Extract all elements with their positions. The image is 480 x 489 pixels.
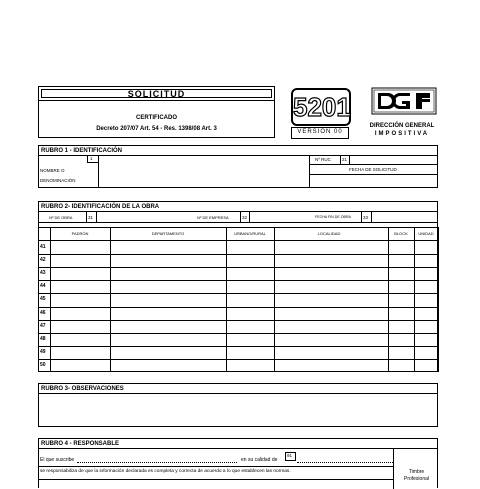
field-number-32: 32 — [242, 215, 248, 220]
nro-obra-label: Nº DE OBRA — [49, 215, 73, 220]
row-number: 45 — [40, 296, 46, 302]
table-row[interactable] — [50, 307, 438, 320]
rubro-1-title: RUBRO 1 - IDENTIFICACIÓN — [41, 148, 122, 154]
table-row[interactable] — [50, 346, 438, 359]
rubro-4-section — [38, 438, 438, 488]
denominacion-label: DENOMINACIÓN — [40, 178, 76, 183]
rubro-2-section — [38, 201, 438, 372]
col-padron: PADRÓN — [71, 231, 89, 236]
rubro-3-section — [38, 383, 438, 427]
fecha-fin-obra-label: FECHA FIN DE OBRA — [315, 215, 351, 219]
ruc-label: Nº RUC — [315, 157, 331, 162]
form-code-box — [287, 86, 355, 138]
field-number-33: 33 — [363, 215, 369, 220]
form-title: SOLICITUD — [127, 89, 186, 99]
form-code: 5201 — [291, 88, 351, 126]
table-row[interactable] — [50, 280, 438, 293]
nombre-label: NOMBRE O — [40, 168, 65, 173]
row-number: 41 — [40, 244, 46, 250]
nro-empresa-label: Nº DE EMPRESA — [197, 215, 229, 220]
field-number-31: 31 — [88, 215, 94, 220]
nro-empresa-input[interactable] — [250, 211, 310, 222]
decree-reference: Decreto 207/07 Art. 54 - Res. 1398/08 Art. 3 — [96, 126, 217, 132]
col-unidad: UNIDAD — [418, 231, 434, 236]
obra-table-body — [39, 241, 439, 372]
form-version: VERSIÓN 00 — [291, 127, 349, 139]
calidad-input[interactable] — [297, 462, 393, 463]
nombre-input[interactable] — [99, 155, 310, 188]
title-bar — [39, 87, 274, 101]
dgi-logo — [364, 86, 440, 118]
field-number-91: 91 — [287, 453, 293, 458]
rubro-1-section — [38, 145, 438, 188]
col-urbano-rural: URBANO/RURAL — [234, 231, 266, 236]
rubro-4-title: RUBRO 4 - RESPONSABLE — [41, 441, 120, 447]
title-box — [38, 86, 275, 138]
row-number: 47 — [40, 323, 46, 329]
field-number-21: 21 — [342, 157, 348, 162]
fecha-solicitud-input[interactable] — [310, 175, 438, 188]
row-number: 44 — [40, 283, 46, 289]
row-number: 42 — [40, 257, 46, 263]
fecha-solicitud-label: FECHA DE SOLICITUD — [349, 167, 397, 172]
table-row[interactable] — [50, 254, 438, 267]
row-number: 48 — [40, 336, 46, 342]
table-row[interactable] — [50, 320, 438, 333]
org-name-line1: DIRECCIÓN GENERAL — [369, 123, 435, 129]
row-number: 43 — [40, 270, 46, 276]
fecha-fin-obra-input[interactable] — [372, 211, 438, 222]
declaration-text: se responsabiliza de que la información declarada es completa y correcta de acuerdo a lo que establecen las normas. — [40, 469, 291, 474]
table-row[interactable] — [50, 333, 438, 346]
field-number-1: 1 — [90, 156, 93, 161]
table-row[interactable] — [50, 267, 438, 280]
row-number: 50 — [40, 362, 46, 368]
row-number: 46 — [40, 310, 46, 316]
rubro-3-title: RUBRO 3- OBSERVACIONES — [41, 386, 124, 392]
observaciones-input[interactable] — [39, 393, 437, 427]
nro-obra-input[interactable] — [97, 211, 159, 222]
suscribe-input[interactable] — [77, 462, 237, 463]
col-departamento: DEPARTAMENTO — [151, 231, 185, 236]
row-number: 49 — [40, 349, 46, 355]
col-block: BLOCK — [394, 231, 408, 236]
en-su-calidad-label: en su calidad de — [241, 457, 278, 463]
profesional-label: Profesional — [403, 476, 429, 482]
col-localidad: LOCALIDAD — [317, 231, 341, 236]
rubro-2-title: RUBRO 2- IDENTIFICACIÓN DE LA OBRA — [41, 204, 160, 210]
ruc-input[interactable] — [350, 155, 438, 164]
timbre-label: Timbre — [408, 469, 425, 475]
table-row[interactable] — [50, 241, 438, 254]
form-subtitle: CERTIFICADO — [136, 115, 177, 121]
table-row[interactable] — [50, 293, 438, 306]
el-que-suscribe-label: El que suscribe — [40, 457, 75, 463]
org-name-line2: IMPOSITIVA — [374, 131, 430, 137]
table-row[interactable] — [50, 359, 438, 372]
